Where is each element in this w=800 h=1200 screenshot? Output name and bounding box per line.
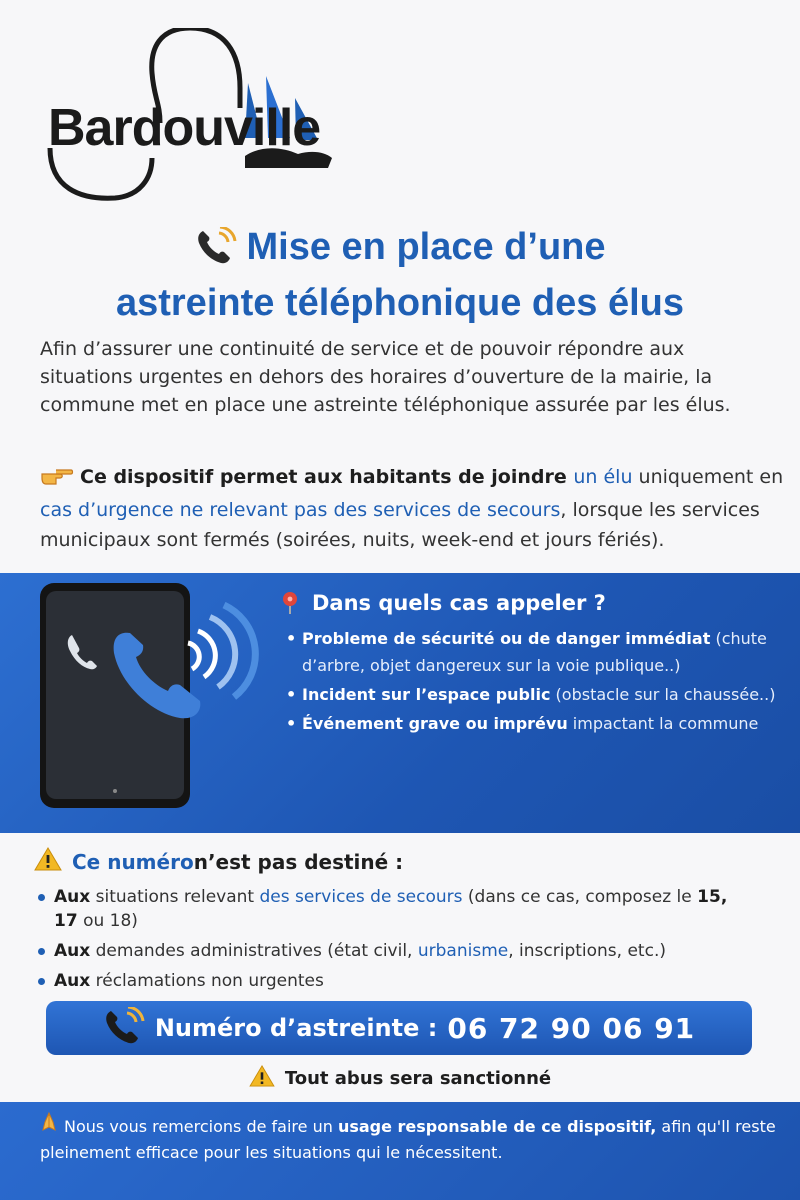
item-text: ou 18) — [77, 911, 138, 931]
item-text: situations relevant — [90, 887, 260, 907]
item-highlight: des services de secours — [259, 887, 463, 907]
praying-hands-icon — [40, 1112, 58, 1140]
device-paragraph — [40, 462, 790, 555]
phone-ringing-icon — [195, 227, 237, 278]
item-lead: Aux — [54, 887, 91, 907]
thanks-text-1: Nous vous remercions de faire un — [64, 1117, 338, 1136]
location-pin-icon — [282, 592, 298, 614]
not-intended-list — [36, 885, 756, 999]
on-call-label: Numéro d’astreinte : — [154, 1014, 438, 1042]
case-item-bold: Incident sur l’espace public — [302, 685, 551, 704]
item-highlight: urbanisme — [417, 941, 509, 961]
title-line-2: astreinte téléphonique des élus — [115, 282, 685, 324]
case-item-detail: impactant la commune — [567, 714, 759, 733]
abuse-warning — [0, 1065, 800, 1092]
item-text: demandes administratives (état civil, — [90, 941, 418, 961]
device-highlight-urgence: cas d’urgence ne relevant pas des services de secours — [40, 499, 561, 521]
thanks-highlight: usage responsable de ce dispositif, — [337, 1117, 657, 1136]
device-text-end: , lorsque les services municipaux sont fermés (soirées, nuits, week-end et jours fériés). — [40, 499, 760, 551]
abuse-text: Tout abus sera sanctionné — [284, 1068, 552, 1089]
case-item-detail: (obstacle sur la chaussée..) — [550, 685, 776, 704]
thanks-section — [0, 1102, 800, 1200]
list-item — [36, 939, 756, 963]
page-title — [0, 222, 800, 328]
phone-ringing-icon — [103, 1007, 145, 1049]
on-call-number-banner[interactable] — [46, 1001, 752, 1055]
on-call-phone-number[interactable]: 06 72 90 06 91 — [447, 1011, 696, 1045]
case-item-detail: (chute d’arbre, objet dangereux sur la voie publique..) — [302, 629, 767, 675]
device-text-uniquement: uniquement en — [632, 466, 784, 488]
logo-text: Bardouville — [48, 99, 321, 157]
case-item — [282, 625, 797, 679]
bardouville-logo — [40, 28, 340, 203]
when-to-call-section — [0, 573, 800, 833]
cases-title — [282, 591, 797, 615]
pointing-hand-icon — [40, 465, 74, 495]
list-item — [36, 969, 756, 993]
not-intended-title-highlight: Ce numéro — [72, 849, 194, 874]
item-lead: Aux — [54, 971, 91, 991]
not-intended-title — [34, 847, 403, 876]
warning-icon — [34, 847, 62, 876]
case-item — [282, 681, 797, 708]
item-text: réclamations non urgentes — [90, 971, 324, 991]
item-text: (dans ce cas, composez le — [462, 887, 698, 907]
intro-paragraph: Afin d’assurer une continuité de service et de pouvoir répondre aux situations urgentes en dehors des horaires d’ouverture de la mairie, la commune met en place une astreinte téléphonique assurée par les élus. — [40, 338, 731, 416]
item-text: , inscriptions, etc.) — [508, 941, 666, 961]
list-item — [36, 885, 756, 933]
warning-icon — [249, 1065, 275, 1092]
item-emergency-numbers: 15, 17 — [54, 887, 728, 931]
case-item-bold: Probleme de sécurité ou de danger immédiat — [302, 629, 711, 648]
cases-title-text: Dans quels cas appeler ? — [312, 591, 606, 615]
device-lead: Ce dispositif permet aux habitants de joindre — [80, 466, 574, 488]
thanks-paragraph — [40, 1112, 780, 1166]
not-intended-title-rest: n’est pas destiné : — [193, 849, 404, 874]
title-line-1: Mise en place d’une — [246, 226, 606, 268]
cases-content — [282, 591, 797, 739]
device-highlight-elu: un élu — [573, 466, 633, 488]
item-lead: Aux — [54, 941, 91, 961]
case-item-bold: Événement grave ou imprévu — [302, 714, 568, 733]
thanks-text-2: afin qu'll reste pleinement efficace pour les situations qui le nécessitent. — [40, 1117, 776, 1162]
case-item — [282, 710, 797, 737]
smartphone-illustration — [30, 573, 270, 833]
